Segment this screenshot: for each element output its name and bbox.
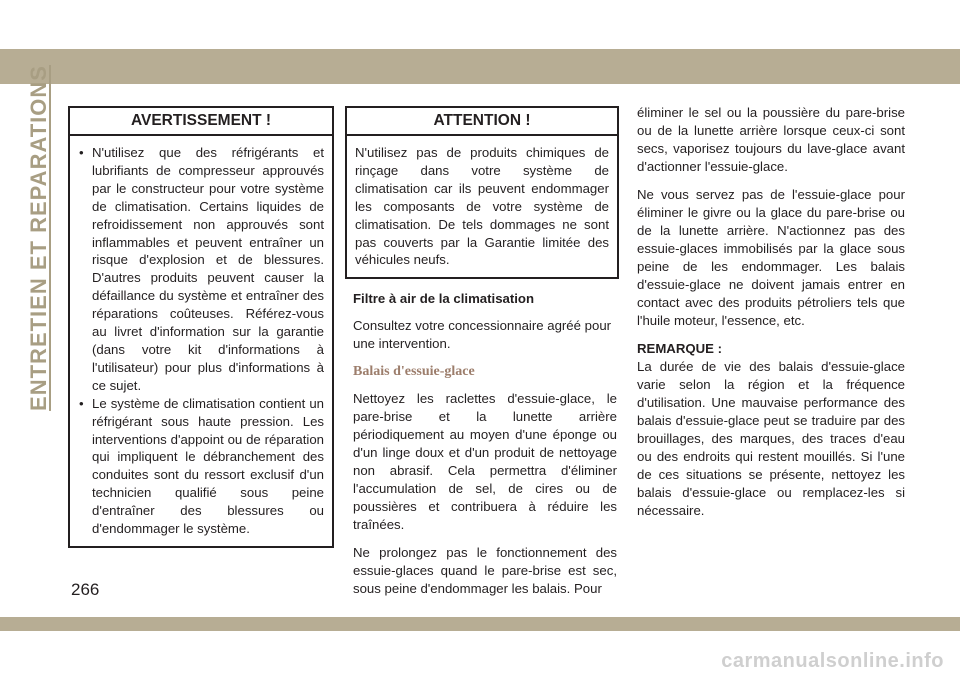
filter-paragraph: Consultez votre concessionnaire agréé pour une intervention. — [353, 318, 612, 351]
warning-title: AVERTISSEMENT ! — [70, 108, 332, 136]
warning-box — [68, 106, 334, 548]
column-2-text — [353, 290, 617, 608]
wiper-paragraph-3: éliminer le sel ou la poussière du pare-brise ou de la lunette arrière lorsque ceux-ci sont secs, vaporisez toujours du lave-glace avant d'actionner l'essuie-glace. — [637, 105, 905, 174]
wiper-heading: Balais d'essuie-glace — [353, 364, 475, 379]
watermark: carmanualsonline.info — [721, 650, 944, 672]
page-number: 266 — [71, 580, 100, 599]
wiper-paragraph-1: Nettoyez les raclettes d'essuie-glace, le pare-brise et la lunette arrière périodiquement au moyen d'une éponge ou d'un linge doux et d'un produit de nettoyage non abrasif. Cela permettra d'éliminer l'accumulation de sel, de cires ou de poussières et contribuera à réduire les traînées. — [353, 391, 617, 532]
caution-box — [345, 106, 619, 279]
caution-title: ATTENTION ! — [347, 108, 617, 136]
warning-list — [78, 144, 324, 538]
wiper-paragraph-2: Ne prolongez pas le fonctionnement des essuie-glaces quand le pare-brise est sec, sous peine d'endommager les balais. Pour — [353, 545, 617, 596]
remark-label: REMARQUE : — [637, 341, 722, 356]
caution-text: N'utilisez pas de produits chimiques de rinçage dans votre système de climatisation car ils peuvent endommager les composants de votre système de climatisation. De tels dommages ne sont pas couverts par la Garantie limitée des véhicules neufs. — [355, 145, 609, 268]
warning-bullet-2: • Le système de climatisation contient un réfrigérant sous haute pression. Les interventions d'appoint ou de réparation qui impliquent le débranchement des conduites sont du ressort exclusif d'un technicien qualifié sous peine d'entraîner des blessures ou d'endommager le système. — [78, 395, 324, 538]
warning-bullet-1: • N'utilisez que des réfrigérants et lubrifiants de compresseur approuvés par le constructeur pour votre système de climatisation. Certains liquides de refroidissement non approuvés sont inflammables et peuvent entraîner un risque d'explosion et de blessures. D'autres produits peuvent causer la défaillance du système et entraîner des réparations coûteuses. Référez-vous au livret d'information sur la garantie (dans votre kit d'informations à l'utilisateur) pour plus d'informations à ce sujet. — [78, 144, 324, 395]
column-3-text — [637, 104, 905, 530]
header-band — [0, 49, 960, 84]
filter-heading: Filtre à air de la climatisation — [353, 291, 535, 306]
section-title: ENTRETIEN ET REPARATIONS — [26, 64, 51, 411]
wiper-paragraph-4: Ne vous servez pas de l'essuie-glace pour éliminer le givre ou la glace du pare-brise ou de la lunette arrière. N'actionnez pas des essuie-glaces immobilisés par la glace sous peine de les endommager. Les balais d'essuie-glace ne doivent jamais entrer en contact avec des produits pétroliers tels que l'huile moteur, l'essence, etc. — [637, 187, 905, 328]
section-side-tab — [24, 64, 54, 411]
footer-band — [0, 617, 960, 631]
remark-paragraph: La durée de vie des balais d'essuie-glace varie selon la région et la fréquence d'utilisation. Une mauvaise performance des balais d'essuie-glace peut se traduire par des brouillages, des marques, des traces d'eau ou des endroits qui restent mouillés. Si l'une de ces situations se présente, nettoyez les balais d'essuie-glace ou remplacez-les si nécessaire. — [637, 359, 905, 518]
